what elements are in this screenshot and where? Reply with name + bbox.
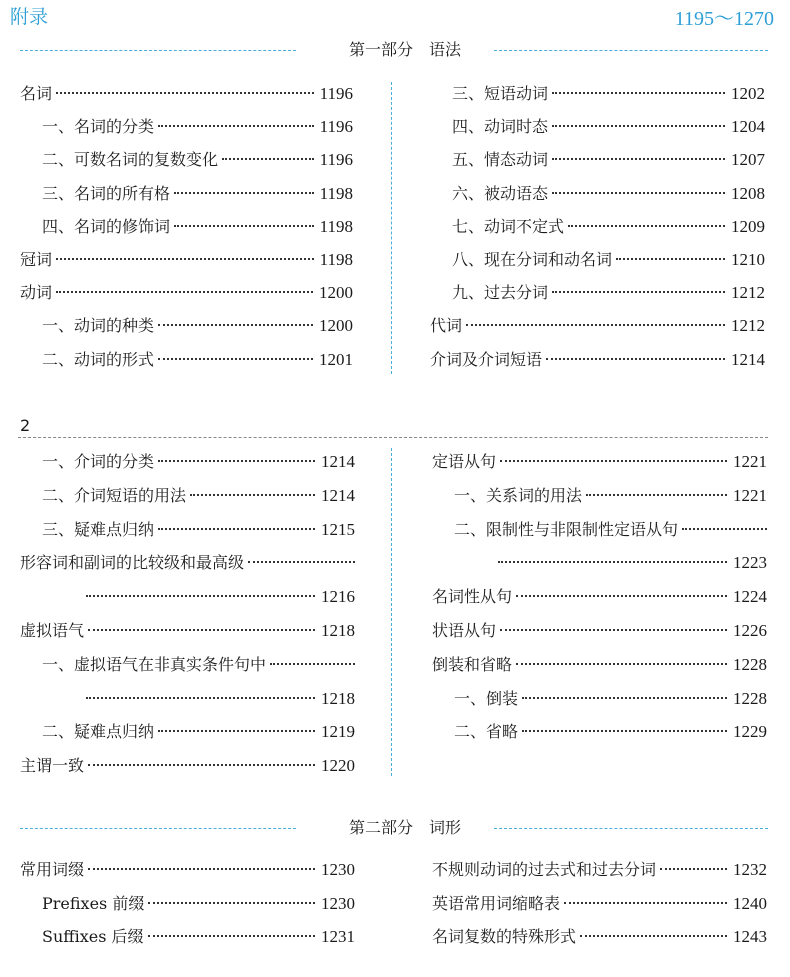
leader-dots — [148, 902, 315, 904]
toc-entry-page: 1231 — [321, 927, 355, 946]
toc-entry-page: 1196 — [319, 84, 353, 103]
toc-entry-page: 1196 — [319, 117, 353, 136]
toc-entry-page: 1198 — [319, 184, 353, 203]
leader-dots — [158, 528, 315, 530]
leader-dots — [498, 561, 727, 563]
toc-entry[interactable] — [432, 858, 767, 882]
toc-entry-label: 虚拟语气 — [20, 621, 85, 640]
part1-column-divider — [391, 82, 392, 374]
appendix-label: 附录 — [10, 6, 49, 28]
toc-entry[interactable] — [42, 148, 353, 172]
toc-entry-page: 1228 — [733, 689, 767, 708]
toc-entry-page: 1219 — [321, 722, 355, 741]
part1-divider-left — [20, 50, 296, 51]
leader-dots — [56, 258, 314, 260]
leader-dots — [158, 358, 313, 360]
toc-entry[interactable] — [42, 518, 355, 542]
toc-entry[interactable] — [432, 892, 767, 916]
toc-entry[interactable] — [42, 484, 355, 508]
toc-entry-label: 英语常用词缩略表 — [432, 894, 561, 913]
toc-entry[interactable] — [42, 348, 353, 372]
leader-dots — [500, 629, 727, 631]
toc-entry[interactable] — [452, 148, 765, 172]
toc-entry-label: 介词及介词短语 — [430, 350, 543, 369]
part1-heading — [20, 38, 768, 62]
leader-dots — [522, 697, 727, 699]
leader-dots — [86, 697, 315, 699]
toc-entry-page: 1224 — [733, 587, 767, 606]
toc-entry-page: 1208 — [731, 184, 765, 203]
toc-entry[interactable] — [454, 687, 767, 711]
toc-entry[interactable] — [42, 314, 353, 338]
section2-column-divider — [391, 448, 392, 776]
leader-dots — [174, 192, 314, 194]
toc-entry-page: 1229 — [733, 722, 767, 741]
leader-dots — [88, 764, 315, 766]
toc-entry-page: 1202 — [731, 84, 765, 103]
toc-entry-page: 1243 — [733, 927, 767, 946]
toc-entry-page: 1196 — [319, 150, 353, 169]
leader-dots — [516, 595, 727, 597]
part2-heading — [20, 816, 768, 840]
toc-entry-label: 名词 — [20, 84, 53, 103]
toc-entry-page: 1212 — [731, 283, 765, 302]
toc-entry-page: 1200 — [319, 316, 353, 335]
toc-entry[interactable] — [494, 551, 767, 575]
toc-entry[interactable] — [432, 925, 767, 949]
toc-entry-label: 三、短语动词 — [452, 84, 549, 103]
leader-dots — [190, 494, 315, 496]
leader-dots — [88, 868, 315, 870]
toc-entry-page: 1212 — [731, 316, 765, 335]
toc-entry-page: 1220 — [321, 756, 355, 775]
leader-dots — [158, 125, 314, 127]
toc-entry-label: 冠词 — [20, 250, 53, 269]
toc-entry[interactable] — [20, 248, 353, 272]
part2-divider-left — [20, 828, 296, 829]
leader-dots — [552, 158, 725, 160]
leader-dots — [148, 935, 315, 937]
toc-entry-label: 八、现在分词和动名词 — [452, 250, 613, 269]
toc-entry-label: 七、动词不定式 — [452, 217, 565, 236]
leader-dots — [158, 460, 315, 462]
toc-entry[interactable] — [20, 619, 355, 643]
toc-entry-label: 二、介词短语的用法 — [42, 486, 187, 505]
toc-entry[interactable] — [42, 892, 355, 916]
leader-dots — [222, 158, 314, 160]
toc-entry-label: 常用词缀 — [20, 860, 85, 879]
leader-dots — [56, 291, 313, 293]
toc-entry-label: 名词复数的特殊形式 — [432, 927, 577, 946]
toc-entry[interactable] — [454, 518, 767, 542]
toc-entry[interactable] — [20, 281, 353, 305]
toc-entry[interactable] — [20, 82, 353, 106]
toc-entry-label: 主谓一致 — [20, 756, 85, 775]
toc-entry-page: 1230 — [321, 860, 355, 879]
toc-entry[interactable] — [452, 281, 765, 305]
toc-entry-page: 1210 — [731, 250, 765, 269]
leader-dots — [522, 730, 727, 732]
toc-entry-label: 三、名词的所有格 — [42, 184, 171, 203]
toc-entry-label: 二、省略 — [454, 722, 519, 741]
toc-entry-page: 1223 — [733, 553, 767, 572]
toc-entry-label: 定语从句 — [432, 452, 497, 471]
toc-entry[interactable] — [42, 115, 353, 139]
toc-entry[interactable] — [42, 450, 355, 474]
leader-dots — [660, 868, 727, 870]
part1-title: 第一部分 语法 — [348, 40, 461, 59]
leader-dots — [580, 935, 727, 937]
toc-entry[interactable] — [42, 653, 355, 677]
leader-dots — [56, 92, 314, 94]
leader-dots — [248, 561, 355, 563]
leader-dots — [516, 663, 727, 665]
toc-entry-label: 不规则动词的过去式和过去分词 — [432, 860, 657, 879]
toc-entry-label: 四、动词时态 — [452, 117, 549, 136]
toc-entry[interactable] — [20, 551, 355, 575]
toc-entry-label: 名词性从句 — [432, 587, 513, 606]
part2-divider-right — [494, 828, 768, 829]
toc-entry[interactable] — [452, 215, 765, 239]
toc-entry-label: Prefixes 前缀 — [42, 894, 145, 913]
toc-entry-page: 1218 — [321, 689, 355, 708]
toc-entry-label: 一、动词的种类 — [42, 316, 155, 335]
toc-entry-label: 一、介词的分类 — [42, 452, 155, 471]
toc-entry-page: 1218 — [321, 621, 355, 640]
toc-entry-label: 一、虚拟语气在非真实条件句中 — [42, 655, 267, 674]
toc-entry-page: 1204 — [731, 117, 765, 136]
leader-dots — [86, 595, 315, 597]
leader-dots — [552, 192, 725, 194]
toc-entry[interactable] — [432, 653, 767, 677]
leader-dots — [682, 528, 767, 530]
leader-dots — [546, 358, 725, 360]
toc-entry-label: 六、被动语态 — [452, 184, 549, 203]
toc-entry-page: 1216 — [321, 587, 355, 606]
toc-entry-label: 九、过去分词 — [452, 283, 549, 302]
toc-entry[interactable] — [452, 82, 765, 106]
leader-dots — [270, 663, 355, 665]
leader-dots — [88, 629, 315, 631]
toc-entry[interactable] — [82, 585, 355, 609]
leader-dots — [564, 902, 727, 904]
toc-entry-page: 1232 — [733, 860, 767, 879]
toc-entry-page: 1198 — [319, 250, 353, 269]
toc-entry-label: 二、疑难点归纳 — [42, 722, 155, 741]
toc-entry[interactable] — [454, 484, 767, 508]
toc-entry[interactable] — [42, 720, 355, 744]
toc-entry[interactable] — [432, 450, 767, 474]
leader-dots — [500, 460, 727, 462]
toc-entry[interactable] — [430, 348, 765, 372]
toc-entry-page: 1209 — [731, 217, 765, 236]
toc-entry-page: 1214 — [731, 350, 765, 369]
toc-entry[interactable] — [42, 215, 353, 239]
page-range: 1195～1270 — [674, 8, 774, 30]
toc-entry-label: 二、限制性与非限制性定语从句 — [454, 520, 679, 539]
part2-title: 第二部分 词形 — [348, 818, 461, 837]
toc-entry[interactable] — [20, 754, 355, 778]
toc-entry[interactable] — [430, 314, 765, 338]
leader-dots — [586, 494, 727, 496]
leader-dots — [616, 258, 725, 260]
toc-entry-label: 倒装和省略 — [432, 655, 513, 674]
part1-divider-right — [494, 50, 768, 51]
toc-entry-page: 1221 — [733, 486, 767, 505]
toc-entry[interactable] — [454, 720, 767, 744]
leader-dots — [158, 324, 313, 326]
toc-entry[interactable] — [452, 248, 765, 272]
toc-entry[interactable] — [20, 858, 355, 882]
leader-dots — [552, 92, 725, 94]
toc-entry-page: 1214 — [321, 486, 355, 505]
toc-entry-label: 二、可数名词的复数变化 — [42, 150, 219, 169]
section-marker: 2 — [20, 416, 31, 435]
toc-entry-page: 1200 — [319, 283, 353, 302]
toc-entry-page: 1221 — [733, 452, 767, 471]
toc-entry[interactable] — [82, 687, 355, 711]
toc-entry-label: 形容词和副词的比较级和最高级 — [20, 553, 245, 572]
toc-entry-page: 1207 — [731, 150, 765, 169]
toc-entry-page: 1215 — [321, 520, 355, 539]
toc-entry-page: 1228 — [733, 655, 767, 674]
toc-entry-page: 1226 — [733, 621, 767, 640]
toc-entry-label: 代词 — [430, 316, 463, 335]
toc-entry-page: 1201 — [319, 350, 353, 369]
toc-entry-label: 四、名词的修饰词 — [42, 217, 171, 236]
leader-dots — [552, 125, 725, 127]
toc-entry-label: 动词 — [20, 283, 53, 302]
toc-entry-label: 一、倒装 — [454, 689, 519, 708]
toc-entry-label: 一、关系词的用法 — [454, 486, 583, 505]
toc-entry-page: 1230 — [321, 894, 355, 913]
toc-entry-page: 1214 — [321, 452, 355, 471]
leader-dots — [158, 730, 315, 732]
toc-entry-label: 三、疑难点归纳 — [42, 520, 155, 539]
toc-entry[interactable] — [42, 925, 355, 949]
toc-entry-page: 1240 — [733, 894, 767, 913]
toc-entry-label: Suffixes 后缀 — [42, 927, 144, 946]
leader-dots — [552, 291, 725, 293]
leader-dots — [174, 225, 314, 227]
toc-entry-label: 状语从句 — [432, 621, 497, 640]
toc-entry[interactable] — [432, 619, 767, 643]
toc-entry[interactable] — [432, 585, 767, 609]
toc-entry-label: 二、动词的形式 — [42, 350, 155, 369]
leader-dots — [568, 225, 725, 227]
toc-entry[interactable] — [452, 115, 765, 139]
section2-divider — [18, 437, 768, 438]
leader-dots — [466, 324, 725, 326]
toc-entry-label: 五、情态动词 — [452, 150, 549, 169]
toc-entry-label: 一、名词的分类 — [42, 117, 155, 136]
toc-entry-page: 1198 — [319, 217, 353, 236]
toc-entry[interactable] — [452, 182, 765, 206]
toc-entry[interactable] — [42, 182, 353, 206]
